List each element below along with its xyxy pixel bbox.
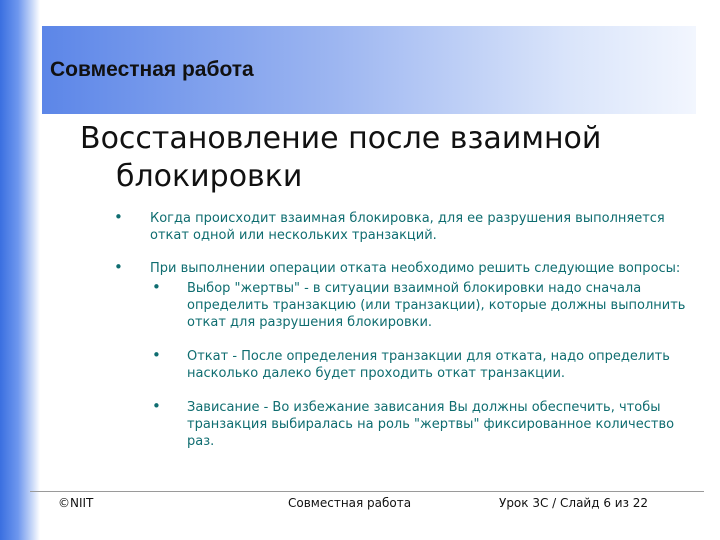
footer-copyright: ©NIIT xyxy=(58,496,94,510)
left-decorative-bar xyxy=(0,0,40,540)
sub-bullet-item xyxy=(150,399,692,450)
bullet-item xyxy=(112,260,692,450)
sub-bullet-text: Выбор "жертвы" - в ситуации взаимной блокировки надо сначала определить транзакцию (или транзакции), которые должны выполнить откат для разрушения блокировки. xyxy=(187,281,686,330)
sub-bullet-item xyxy=(150,280,692,331)
bullet-text: При выполнении операции отката необходимо решить следующие вопросы: xyxy=(150,261,681,276)
slide-heading-line-2: блокировки xyxy=(116,159,303,194)
bullet-dot-icon: • xyxy=(114,258,123,276)
header-title: Совместная работа xyxy=(50,58,254,81)
slide-heading-line-1: Восстановление после взаимной xyxy=(80,121,602,156)
footer-slide-number: Урок 3C / Слайд 6 из 22 xyxy=(499,496,649,510)
sub-bullet-list xyxy=(150,280,692,450)
bullet-dot-icon: • xyxy=(152,278,161,296)
bullet-dot-icon: • xyxy=(114,208,123,226)
bullet-dot-icon: • xyxy=(152,346,161,364)
footer-course-title: Совместная работа xyxy=(288,496,412,510)
sub-bullet-item xyxy=(150,348,692,382)
bullet-text: Когда происходит взаимная блокировка, для ее разрушения выполняется откат одной или нескольких транзакций. xyxy=(150,211,665,243)
bullet-dot-icon: • xyxy=(152,397,161,415)
sub-bullet-text: Зависание - Во избежание зависания Вы должны обеспечить, чтобы транзакция выбиралась на роль "жертвы" фиксированное количество раз. xyxy=(187,400,675,449)
footer-divider xyxy=(30,491,704,492)
sub-bullet-text: Откат - После определения транзакции для отката, надо определить насколько далеко будет проходить откат транзакции. xyxy=(187,349,670,381)
bullet-item xyxy=(112,210,692,244)
bullet-list xyxy=(112,210,692,450)
slide-heading xyxy=(80,120,680,196)
